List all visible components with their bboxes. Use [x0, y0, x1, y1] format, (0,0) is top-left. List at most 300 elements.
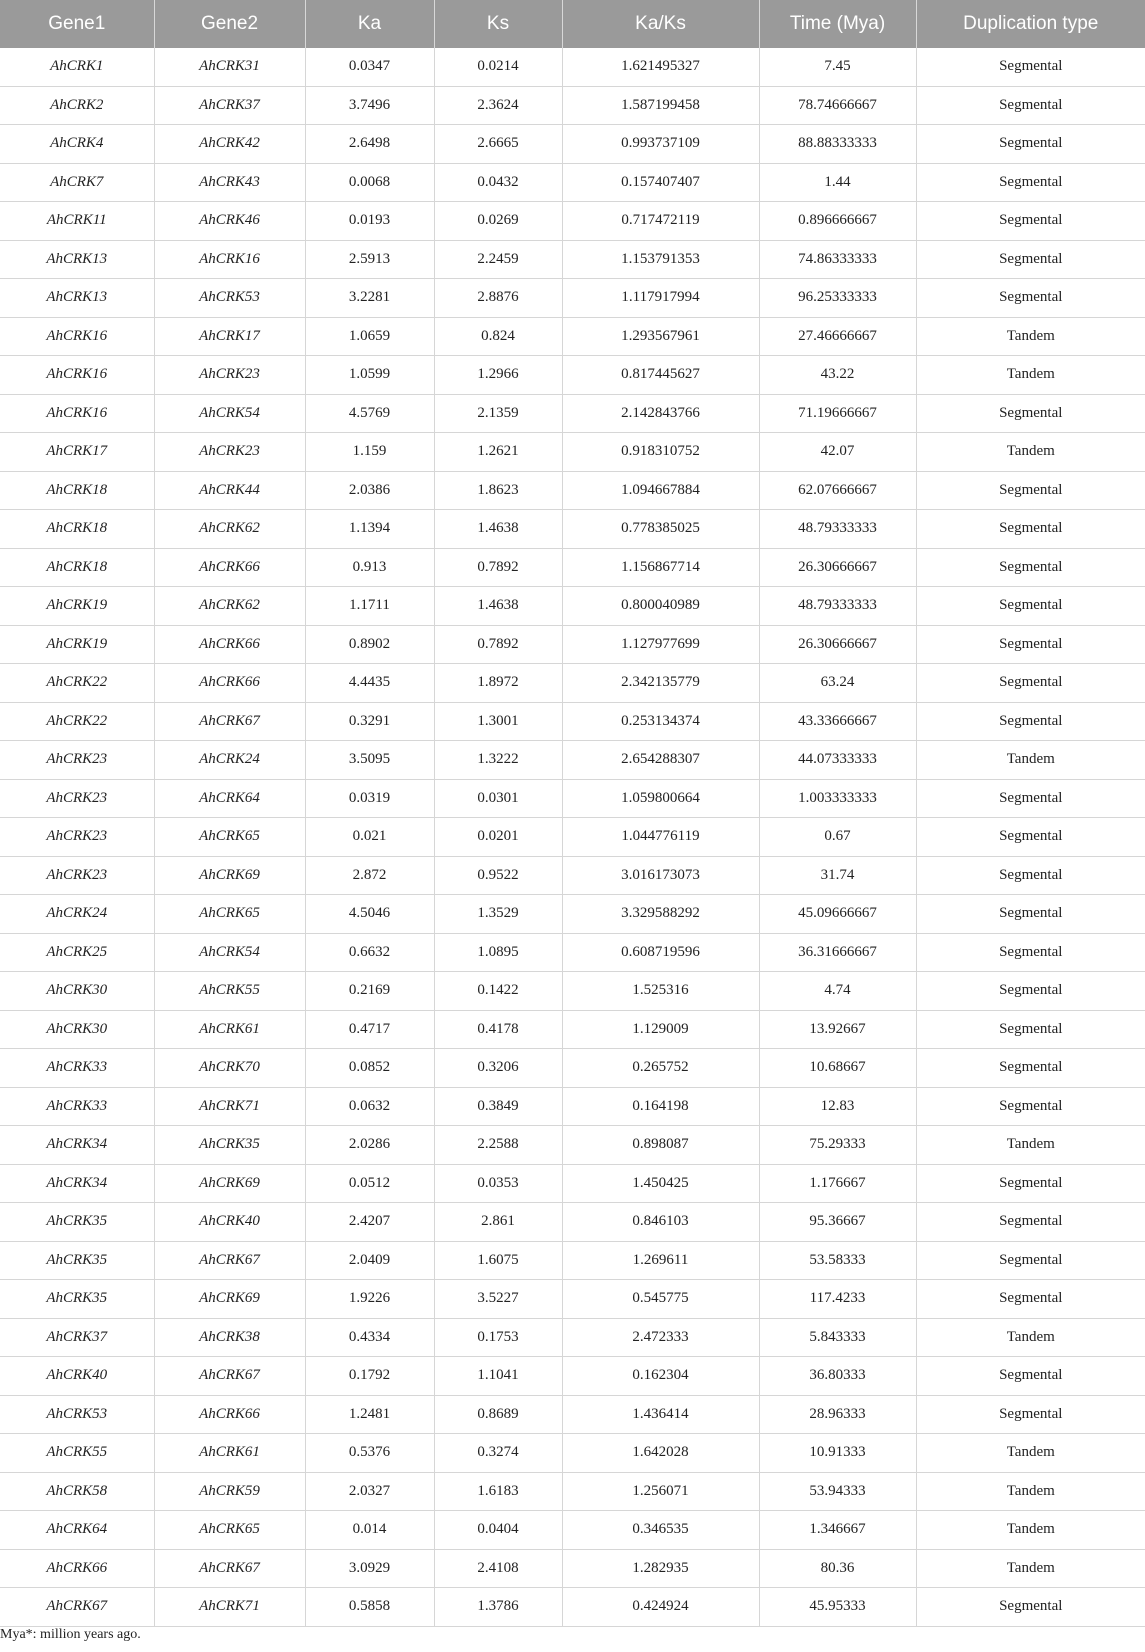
- table-cell: AhCRK11: [0, 202, 154, 241]
- table-cell: 0.3274: [434, 1434, 562, 1473]
- table-cell: 2.6498: [305, 125, 434, 164]
- table-cell: 0.7892: [434, 625, 562, 664]
- table-cell: 1.176667: [759, 1164, 916, 1203]
- table-cell: 1.3222: [434, 741, 562, 780]
- table-cell: 0.0852: [305, 1049, 434, 1088]
- table-cell: 80.36: [759, 1549, 916, 1588]
- table-cell: 0.918310752: [562, 433, 759, 472]
- table-cell: 2.5913: [305, 240, 434, 279]
- table-cell: 1.0599: [305, 356, 434, 395]
- table-cell: 0.800040989: [562, 587, 759, 626]
- table-cell: Segmental: [916, 86, 1145, 125]
- table-cell: Segmental: [916, 125, 1145, 164]
- table-cell: 0.2169: [305, 972, 434, 1011]
- table-cell: 2.0286: [305, 1126, 434, 1165]
- table-cell: 1.269611: [562, 1241, 759, 1280]
- table-cell: AhCRK40: [0, 1357, 154, 1396]
- table-cell: AhCRK70: [154, 1049, 305, 1088]
- header-row: [0, 0, 1145, 48]
- table-cell: 2.2459: [434, 240, 562, 279]
- table-cell: AhCRK61: [154, 1434, 305, 1473]
- table-cell: Segmental: [916, 664, 1145, 703]
- table-cell: AhCRK67: [154, 1241, 305, 1280]
- table-cell: 2.6665: [434, 125, 562, 164]
- table-cell: AhCRK23: [0, 818, 154, 857]
- table-cell: 1.346667: [759, 1511, 916, 1550]
- table-cell: AhCRK35: [0, 1203, 154, 1242]
- table-cell: Segmental: [916, 202, 1145, 241]
- table-cell: 0.0319: [305, 779, 434, 818]
- table-cell: 75.29333: [759, 1126, 916, 1165]
- table-cell: 36.80333: [759, 1357, 916, 1396]
- table-row: [0, 279, 1145, 318]
- table-cell: AhCRK55: [154, 972, 305, 1011]
- table-cell: 62.07666667: [759, 471, 916, 510]
- table-cell: Segmental: [916, 818, 1145, 857]
- table-cell: AhCRK13: [0, 240, 154, 279]
- table-cell: Tandem: [916, 1126, 1145, 1165]
- table-row: [0, 1164, 1145, 1203]
- table-row: [0, 1280, 1145, 1319]
- table-cell: Segmental: [916, 1049, 1145, 1088]
- table-cell: 28.96333: [759, 1395, 916, 1434]
- table-cell: 0.6632: [305, 933, 434, 972]
- table-row: [0, 1549, 1145, 1588]
- table-cell: 48.79333333: [759, 510, 916, 549]
- table-cell: Segmental: [916, 510, 1145, 549]
- table-row: [0, 163, 1145, 202]
- table-cell: 45.95333: [759, 1588, 916, 1627]
- table-cell: 1.8623: [434, 471, 562, 510]
- table-row: [0, 510, 1145, 549]
- table-cell: Tandem: [916, 356, 1145, 395]
- table-cell: AhCRK67: [154, 702, 305, 741]
- table-row: [0, 1318, 1145, 1357]
- table-cell: 1.1041: [434, 1357, 562, 1396]
- table-cell: 1.1711: [305, 587, 434, 626]
- table-cell: 1.059800664: [562, 779, 759, 818]
- table-cell: 0.346535: [562, 1511, 759, 1550]
- table-cell: Tandem: [916, 433, 1145, 472]
- table-cell: 2.654288307: [562, 741, 759, 780]
- table-cell: 43.22: [759, 356, 916, 395]
- table-cell: 1.2621: [434, 433, 562, 472]
- table-cell: 31.74: [759, 856, 916, 895]
- table-cell: 3.0929: [305, 1549, 434, 1588]
- table-cell: AhCRK55: [0, 1434, 154, 1473]
- table-cell: 95.36667: [759, 1203, 916, 1242]
- table-cell: 26.30666667: [759, 625, 916, 664]
- table-cell: 74.86333333: [759, 240, 916, 279]
- table-cell: AhCRK34: [0, 1164, 154, 1203]
- table-cell: 1.9226: [305, 1280, 434, 1319]
- table-cell: 0.3291: [305, 702, 434, 741]
- table-cell: 43.33666667: [759, 702, 916, 741]
- table-cell: 1.3786: [434, 1588, 562, 1627]
- table-cell: 0.0193: [305, 202, 434, 241]
- table-cell: Tandem: [916, 1434, 1145, 1473]
- table-row: [0, 972, 1145, 1011]
- table-cell: Segmental: [916, 240, 1145, 279]
- table-cell: 78.74666667: [759, 86, 916, 125]
- table-cell: 0.5858: [305, 1588, 434, 1627]
- table-cell: 88.88333333: [759, 125, 916, 164]
- table-cell: 0.8689: [434, 1395, 562, 1434]
- table-cell: 0.0301: [434, 779, 562, 818]
- table-cell: 117.4233: [759, 1280, 916, 1319]
- table-cell: 0.545775: [562, 1280, 759, 1319]
- table-cell: AhCRK24: [0, 895, 154, 934]
- table-cell: 3.016173073: [562, 856, 759, 895]
- table-cell: 1.525316: [562, 972, 759, 1011]
- table-cell: AhCRK44: [154, 471, 305, 510]
- table-cell: AhCRK69: [154, 1280, 305, 1319]
- table-cell: 0.253134374: [562, 702, 759, 741]
- table-row: [0, 86, 1145, 125]
- table-cell: Segmental: [916, 587, 1145, 626]
- table-cell: 1.129009: [562, 1010, 759, 1049]
- table-cell: AhCRK61: [154, 1010, 305, 1049]
- table-cell: 0.021: [305, 818, 434, 857]
- table-cell: AhCRK34: [0, 1126, 154, 1165]
- table-cell: 2.872: [305, 856, 434, 895]
- table-cell: AhCRK23: [154, 433, 305, 472]
- table-row: [0, 1049, 1145, 1088]
- table-cell: AhCRK59: [154, 1472, 305, 1511]
- table-row: [0, 48, 1145, 86]
- column-header: Gene2: [154, 0, 305, 48]
- table-cell: AhCRK64: [0, 1511, 154, 1550]
- table-cell: 0.896666667: [759, 202, 916, 241]
- table-cell: AhCRK16: [0, 394, 154, 433]
- table-row: [0, 202, 1145, 241]
- table-cell: AhCRK42: [154, 125, 305, 164]
- table-cell: Tandem: [916, 1511, 1145, 1550]
- table-cell: 4.4435: [305, 664, 434, 703]
- table-cell: 1.153791353: [562, 240, 759, 279]
- table-cell: Segmental: [916, 548, 1145, 587]
- table-cell: 0.0068: [305, 163, 434, 202]
- table-cell: 0.67: [759, 818, 916, 857]
- table-row: [0, 779, 1145, 818]
- table-cell: 1.44: [759, 163, 916, 202]
- table-cell: 2.861: [434, 1203, 562, 1242]
- table-cell: 0.8902: [305, 625, 434, 664]
- table-cell: 3.329588292: [562, 895, 759, 934]
- table-cell: AhCRK65: [154, 818, 305, 857]
- table-cell: AhCRK67: [154, 1357, 305, 1396]
- table-cell: 0.3849: [434, 1087, 562, 1126]
- table-cell: 0.4334: [305, 1318, 434, 1357]
- table-cell: 2.0386: [305, 471, 434, 510]
- table-cell: AhCRK66: [154, 664, 305, 703]
- table-cell: 1.1394: [305, 510, 434, 549]
- table-row: [0, 741, 1145, 780]
- table-cell: 63.24: [759, 664, 916, 703]
- table-cell: 0.898087: [562, 1126, 759, 1165]
- table-cell: AhCRK35: [0, 1241, 154, 1280]
- table-cell: AhCRK4: [0, 125, 154, 164]
- table-cell: Segmental: [916, 625, 1145, 664]
- column-header: Time (Mya): [759, 0, 916, 48]
- table-row: [0, 664, 1145, 703]
- table-cell: AhCRK19: [0, 587, 154, 626]
- column-header: Ka/Ks: [562, 0, 759, 48]
- table-cell: AhCRK37: [0, 1318, 154, 1357]
- table-cell: AhCRK1: [0, 48, 154, 86]
- table-cell: 1.282935: [562, 1549, 759, 1588]
- table-cell: AhCRK30: [0, 1010, 154, 1049]
- table-cell: AhCRK64: [154, 779, 305, 818]
- table-cell: 36.31666667: [759, 933, 916, 972]
- table-cell: AhCRK35: [154, 1126, 305, 1165]
- footnote: Mya*: million years ago.: [0, 1627, 141, 1642]
- table-cell: 13.92667: [759, 1010, 916, 1049]
- table-row: [0, 317, 1145, 356]
- table-cell: AhCRK18: [0, 548, 154, 587]
- table-cell: 1.4638: [434, 587, 562, 626]
- table-cell: AhCRK69: [154, 1164, 305, 1203]
- table-cell: 26.30666667: [759, 548, 916, 587]
- table-cell: 1.3001: [434, 702, 562, 741]
- table-cell: 0.0269: [434, 202, 562, 241]
- table-cell: 3.5227: [434, 1280, 562, 1319]
- table-cell: AhCRK23: [154, 356, 305, 395]
- table-cell: 1.159: [305, 433, 434, 472]
- table-cell: 2.142843766: [562, 394, 759, 433]
- table-row: [0, 1395, 1145, 1434]
- table-cell: Segmental: [916, 163, 1145, 202]
- table-cell: AhCRK30: [0, 972, 154, 1011]
- table-cell: 1.642028: [562, 1434, 759, 1473]
- table-cell: Segmental: [916, 779, 1145, 818]
- table-cell: AhCRK38: [154, 1318, 305, 1357]
- table-cell: 1.003333333: [759, 779, 916, 818]
- table-cell: 0.824: [434, 317, 562, 356]
- table-cell: AhCRK66: [154, 548, 305, 587]
- table-cell: 1.117917994: [562, 279, 759, 318]
- table-cell: 53.94333: [759, 1472, 916, 1511]
- table-cell: 53.58333: [759, 1241, 916, 1280]
- table-cell: Segmental: [916, 1087, 1145, 1126]
- table-cell: AhCRK40: [154, 1203, 305, 1242]
- table-cell: 0.0404: [434, 1511, 562, 1550]
- table-cell: 0.7892: [434, 548, 562, 587]
- table-cell: AhCRK69: [154, 856, 305, 895]
- table-cell: 2.8876: [434, 279, 562, 318]
- table-cell: AhCRK67: [154, 1549, 305, 1588]
- table-cell: Segmental: [916, 895, 1145, 934]
- table-cell: AhCRK18: [0, 471, 154, 510]
- table-cell: 2.1359: [434, 394, 562, 433]
- table-cell: 1.256071: [562, 1472, 759, 1511]
- table-cell: 0.0201: [434, 818, 562, 857]
- table-cell: AhCRK67: [0, 1588, 154, 1627]
- table-row: [0, 702, 1145, 741]
- table-cell: 2.0327: [305, 1472, 434, 1511]
- table-cell: Segmental: [916, 1395, 1145, 1434]
- table-cell: 0.913: [305, 548, 434, 587]
- table-cell: 2.342135779: [562, 664, 759, 703]
- table-cell: AhCRK2: [0, 86, 154, 125]
- table-row: [0, 1010, 1145, 1049]
- table-cell: 0.717472119: [562, 202, 759, 241]
- table-cell: AhCRK23: [0, 779, 154, 818]
- table-cell: 2.0409: [305, 1241, 434, 1280]
- table-cell: 48.79333333: [759, 587, 916, 626]
- table-cell: 0.3206: [434, 1049, 562, 1088]
- table-cell: 42.07: [759, 433, 916, 472]
- table-row: [0, 1434, 1145, 1473]
- table-row: [0, 895, 1145, 934]
- table-cell: AhCRK65: [154, 895, 305, 934]
- table-cell: 1.621495327: [562, 48, 759, 86]
- table-cell: AhCRK22: [0, 702, 154, 741]
- table-row: [0, 1241, 1145, 1280]
- table-row: [0, 548, 1145, 587]
- table-cell: Segmental: [916, 702, 1145, 741]
- table-cell: 1.3529: [434, 895, 562, 934]
- table-cell: 96.25333333: [759, 279, 916, 318]
- table-cell: AhCRK33: [0, 1049, 154, 1088]
- table-cell: 2.3624: [434, 86, 562, 125]
- table-cell: Segmental: [916, 1280, 1145, 1319]
- table-cell: AhCRK62: [154, 510, 305, 549]
- table-cell: AhCRK54: [154, 933, 305, 972]
- table-cell: Tandem: [916, 741, 1145, 780]
- table-cell: Tandem: [916, 1318, 1145, 1357]
- table-cell: Segmental: [916, 471, 1145, 510]
- table-cell: 1.8972: [434, 664, 562, 703]
- table-cell: AhCRK71: [154, 1087, 305, 1126]
- table-cell: AhCRK16: [0, 356, 154, 395]
- table-cell: AhCRK19: [0, 625, 154, 664]
- table-cell: AhCRK31: [154, 48, 305, 86]
- table-cell: AhCRK25: [0, 933, 154, 972]
- table-cell: Segmental: [916, 856, 1145, 895]
- table-cell: 1.0659: [305, 317, 434, 356]
- table-cell: Tandem: [916, 1472, 1145, 1511]
- table-cell: AhCRK66: [0, 1549, 154, 1588]
- table-cell: Segmental: [916, 48, 1145, 86]
- table-cell: 1.587199458: [562, 86, 759, 125]
- table-row: [0, 125, 1145, 164]
- table-cell: AhCRK62: [154, 587, 305, 626]
- table-row: [0, 394, 1145, 433]
- table-cell: AhCRK23: [0, 856, 154, 895]
- table-cell: 0.846103: [562, 1203, 759, 1242]
- table-cell: 0.164198: [562, 1087, 759, 1126]
- table-cell: AhCRK65: [154, 1511, 305, 1550]
- table-row: [0, 933, 1145, 972]
- column-header: Ks: [434, 0, 562, 48]
- table-cell: 2.4207: [305, 1203, 434, 1242]
- table-cell: Segmental: [916, 394, 1145, 433]
- table-cell: 1.6075: [434, 1241, 562, 1280]
- table-row: [0, 1087, 1145, 1126]
- table-row: [0, 1472, 1145, 1511]
- table-cell: Segmental: [916, 1241, 1145, 1280]
- table-cell: 0.424924: [562, 1588, 759, 1627]
- table-cell: 2.4108: [434, 1549, 562, 1588]
- table-cell: 1.156867714: [562, 548, 759, 587]
- table-cell: 3.2281: [305, 279, 434, 318]
- table-cell: 0.0347: [305, 48, 434, 86]
- table-cell: AhCRK24: [154, 741, 305, 780]
- table-row: [0, 587, 1145, 626]
- table-cell: 0.0353: [434, 1164, 562, 1203]
- table-cell: 2.2588: [434, 1126, 562, 1165]
- table-cell: Tandem: [916, 317, 1145, 356]
- table-cell: AhCRK43: [154, 163, 305, 202]
- table-cell: AhCRK16: [154, 240, 305, 279]
- table-row: [0, 471, 1145, 510]
- table-cell: 1.450425: [562, 1164, 759, 1203]
- table-cell: 12.83: [759, 1087, 916, 1126]
- table-cell: 0.608719596: [562, 933, 759, 972]
- table-cell: 1.0895: [434, 933, 562, 972]
- table-cell: AhCRK53: [154, 279, 305, 318]
- table-cell: AhCRK53: [0, 1395, 154, 1434]
- table-cell: 0.993737109: [562, 125, 759, 164]
- table-cell: AhCRK37: [154, 86, 305, 125]
- table-row: [0, 856, 1145, 895]
- table-cell: AhCRK23: [0, 741, 154, 780]
- table-body: [0, 48, 1145, 1626]
- table-cell: AhCRK58: [0, 1472, 154, 1511]
- table-cell: 0.0214: [434, 48, 562, 86]
- table-cell: AhCRK66: [154, 625, 305, 664]
- table-cell: 1.2481: [305, 1395, 434, 1434]
- table-cell: AhCRK13: [0, 279, 154, 318]
- table-cell: 1.4638: [434, 510, 562, 549]
- table-cell: 0.9522: [434, 856, 562, 895]
- table-cell: AhCRK71: [154, 1588, 305, 1627]
- table-cell: 7.45: [759, 48, 916, 86]
- table-cell: Segmental: [916, 1357, 1145, 1396]
- table-row: [0, 356, 1145, 395]
- table-cell: 0.1792: [305, 1357, 434, 1396]
- table-cell: 4.5046: [305, 895, 434, 934]
- table-row: [0, 818, 1145, 857]
- table-row: [0, 625, 1145, 664]
- table-cell: Segmental: [916, 1010, 1145, 1049]
- table-cell: 71.19666667: [759, 394, 916, 433]
- table-cell: Segmental: [916, 1164, 1145, 1203]
- table-row: [0, 1203, 1145, 1242]
- table-cell: 0.1422: [434, 972, 562, 1011]
- table-cell: AhCRK33: [0, 1087, 154, 1126]
- table-cell: 10.68667: [759, 1049, 916, 1088]
- table-cell: 0.817445627: [562, 356, 759, 395]
- table-cell: Segmental: [916, 1588, 1145, 1627]
- table-cell: AhCRK17: [0, 433, 154, 472]
- table-cell: 4.5769: [305, 394, 434, 433]
- column-header: Duplication type: [916, 0, 1145, 48]
- table-cell: 44.07333333: [759, 741, 916, 780]
- column-header: Gene1: [0, 0, 154, 48]
- table-cell: 27.46666667: [759, 317, 916, 356]
- table-cell: 3.7496: [305, 86, 434, 125]
- table-cell: 1.436414: [562, 1395, 759, 1434]
- table-cell: Segmental: [916, 972, 1145, 1011]
- table-cell: 45.09666667: [759, 895, 916, 934]
- table-cell: AhCRK54: [154, 394, 305, 433]
- table-cell: 0.4178: [434, 1010, 562, 1049]
- table-cell: AhCRK22: [0, 664, 154, 703]
- table-row: [0, 1357, 1145, 1396]
- table-cell: 0.162304: [562, 1357, 759, 1396]
